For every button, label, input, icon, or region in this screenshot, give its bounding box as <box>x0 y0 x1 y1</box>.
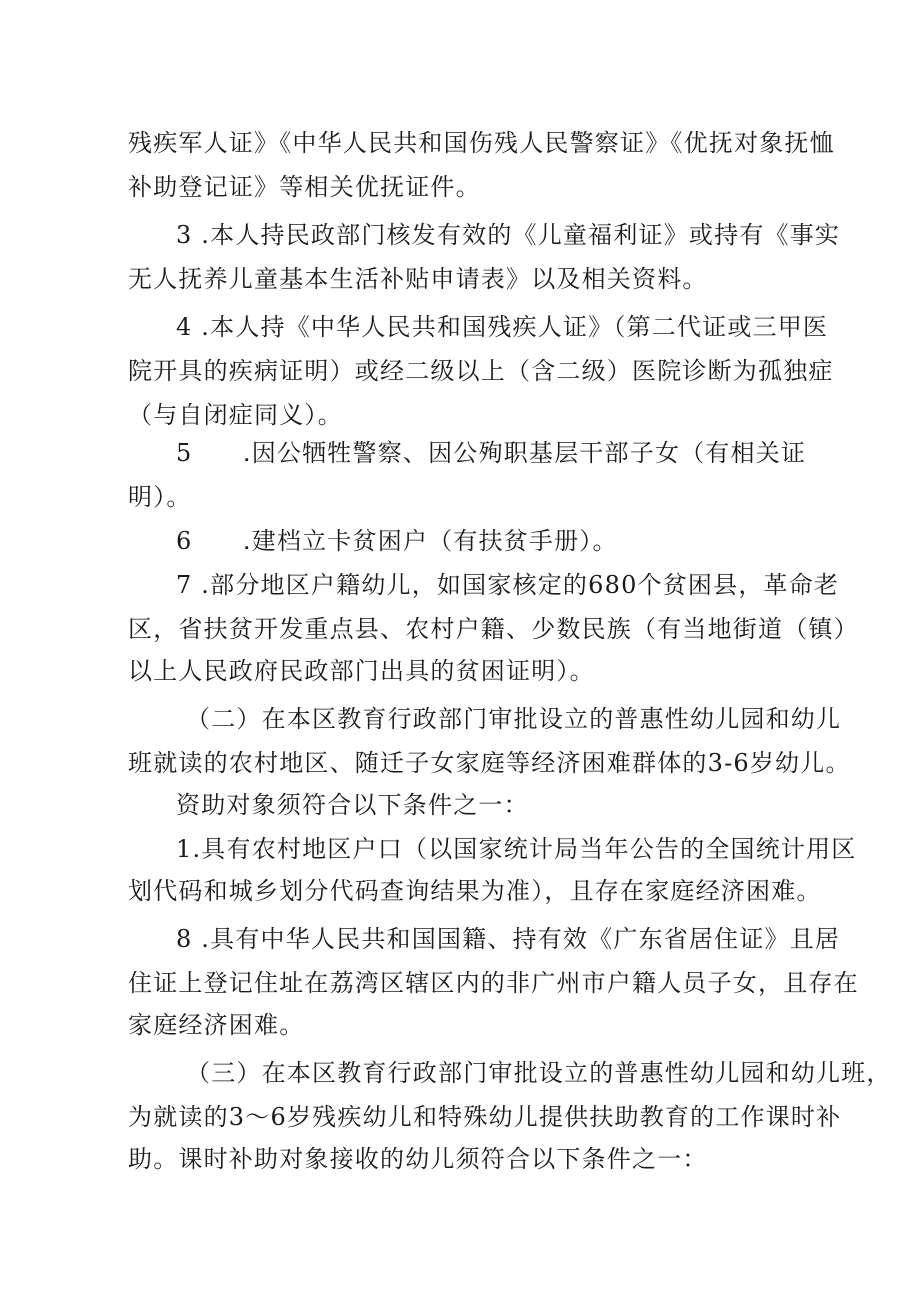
paragraph-line: 补助登记证》等相关优抚证件。 <box>128 173 481 201</box>
paragraph-line: 以上人民政府民政部门出具的贫困证明）。 <box>128 657 595 685</box>
paragraph-line: 无人抚养儿童基本生活补贴申请表》以及相关资料。 <box>128 265 708 293</box>
paragraph-line: 住证上登记住址在荔湾区辖区内的非广州市户籍人员子女，且存在 <box>128 969 859 997</box>
paragraph-line: 明）。 <box>128 483 192 511</box>
paragraph-line: 8 .具有中华人民共和国国籍、持有效《广东省居住证》且居 <box>176 925 841 953</box>
paragraph-line: 院开具的疾病证明）或经二级以上（含二级）医院诊断为孤独症 <box>128 357 834 385</box>
paragraph-line: 7 .部分地区户籍幼儿，如国家核定的680个贫困县，革命老 <box>176 571 840 599</box>
paragraph-line: （与自闭症同义）。 <box>128 401 343 429</box>
paragraph-line: 资助对象须符合以下条件之一： <box>176 791 529 819</box>
paragraph-line: 划代码和城乡划分代码查询结果为准），且存在家庭经济困难。 <box>128 877 822 905</box>
paragraph-line: （三）在本区教育行政部门审批设立的普惠性幼儿园和幼儿班， <box>186 1059 892 1087</box>
paragraph-line: 3 .本人持民政部门核发有效的《儿童福利证》或持有《事实 <box>176 221 841 249</box>
paragraph-line: 助。课时补助对象接收的幼儿须符合以下条件之一： <box>128 1145 708 1173</box>
paragraph-line: 为就读的3～6岁残疾幼儿和特殊幼儿提供扶助教育的工作课时补 <box>128 1103 842 1131</box>
paragraph-line: 区，省扶贫开发重点县、农村户籍、少数民族（有当地街道（镇） <box>128 615 859 643</box>
paragraph-line: 家庭经济困难。 <box>128 1011 305 1039</box>
paragraph-line: 4 .本人持《中华人民共和国残疾人证》（第二代证或三甲医 <box>176 313 829 341</box>
paragraph-line: （二）在本区教育行政部门审批设立的普惠性幼儿园和幼儿 <box>186 705 842 733</box>
paragraph-line: 残疾军人证》《中华人民共和国伤残人民警察证》《优抚对象抚恤 <box>128 129 835 157</box>
paragraph-line: 6 .建档立卡贫困户（有扶贫手册）。 <box>176 527 618 555</box>
paragraph-line: 5 .因公牺牲警察、因公殉职基层干部子女（有相关证 <box>176 439 807 467</box>
paragraph-line: 1.具有农村地区户口（以国家统计局当年公告的全国统计用区 <box>176 835 857 863</box>
paragraph-line: 班就读的农村地区、随迁子女家庭等经济困难群体的3-6岁幼儿。 <box>128 749 851 777</box>
